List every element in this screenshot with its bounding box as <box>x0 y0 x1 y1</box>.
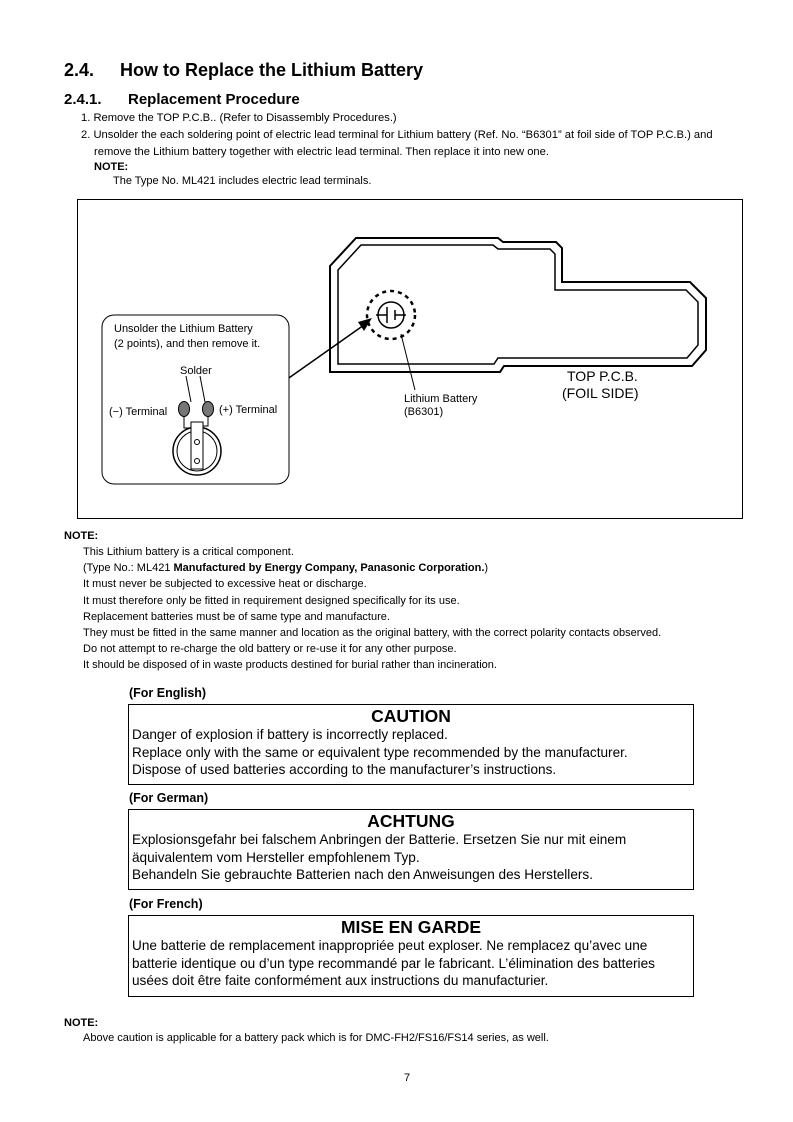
note-manufacturer: Manufactured by Energy Company, Panasonic Corporation. <box>173 562 485 575</box>
caution-line: usées doit être faite conformément aux instructions du manufacturier. <box>132 973 549 988</box>
note-line: They must be fitted in the same manner and location as the original battery, with the correct polarity contacts observed. <box>83 627 662 640</box>
note-line: It should be disposed of in waste products destined for burial rather than incineration. <box>83 659 497 672</box>
negative-terminal-label: (−) Terminal <box>109 406 168 418</box>
caution-line: Explosionsgefahr bei falschem Anbringen der Batterie. Ersetzen Sie nur mit einem <box>132 832 627 847</box>
final-note-label: NOTE: <box>64 1017 99 1029</box>
section-heading <box>64 60 423 81</box>
battery-ref-label: (B6301) <box>404 406 444 418</box>
note-type-prefix: (Type No.: ML421 <box>83 562 174 575</box>
battery-leader-line <box>401 334 415 390</box>
note-label: NOTE: <box>64 530 99 542</box>
german-label: (For German) <box>129 791 209 805</box>
note-line-type <box>83 560 661 576</box>
caution-box-german <box>128 809 694 890</box>
caution-line: Behandeln Sie gebrauchte Batterien nach den Anweisungen des Herstellers. <box>132 867 593 882</box>
caution-title: ACHTUNG <box>367 811 455 831</box>
section-number: 2.4. <box>64 60 95 80</box>
caution-line: Replace only with the same or equivalent type recommended by the manufacturer. <box>132 744 628 760</box>
positive-terminal-label: (+) Terminal <box>219 404 278 416</box>
subsection-number: 2.4.1. <box>64 91 102 108</box>
caution-line: Une batterie de remplacement inappropriée peut exploser. Ne remplacez qu’avec une <box>132 938 648 953</box>
french-label: (For French) <box>129 897 203 911</box>
note-type-suffix: ) <box>484 562 489 575</box>
battery-symbol-icon <box>367 291 415 339</box>
battery-diagram <box>77 199 743 519</box>
step-2-continued: remove the Lithium battery together with electric lead terminal. Then replace it into new one. <box>94 146 549 158</box>
caution-line: Danger of explosion if battery is incorrectly replaced. <box>132 727 448 742</box>
step-1: 1. Remove the TOP P.C.B.. (Refer to Disassembly Procedures.) <box>81 112 397 124</box>
callout-line-2: (2 points), and then remove it. <box>114 338 261 350</box>
caution-box-english <box>128 704 694 785</box>
note-line: Do not attempt to re-charge the old battery or re-use it for any other purpose. <box>83 643 457 656</box>
caution-line: batterie identique ou d’un type recommandé par le fabricant. L’élimination des batteries <box>132 955 655 971</box>
note-line: It must therefore only be fitted in requirement designed specifically for its use. <box>83 594 460 607</box>
solder-label: Solder <box>180 365 212 377</box>
section-title: How to Replace the Lithium Battery <box>120 60 424 80</box>
caution-title: MISE EN GARDE <box>340 917 482 937</box>
battery-label: Lithium Battery <box>404 393 478 405</box>
page-number: 7 <box>404 1072 411 1084</box>
note-line: This Lithium battery is a critical component. <box>83 546 294 558</box>
caution-line: Dispose of used batteries according to the manufacturer’s instructions. <box>132 762 557 777</box>
caution-line: äquivalentem vom Hersteller empfohlenem Typ. <box>132 849 420 865</box>
final-note-text: Above caution is applicable for a battery pack which is for DMC-FH2/FS16/FS14 series, as well. <box>83 1032 549 1044</box>
subsection-heading <box>64 91 300 108</box>
step-note-label: NOTE: <box>94 161 129 173</box>
subsection-title: Replacement Procedure <box>128 91 300 108</box>
note-line: It must never be subjected to excessive heat or discharge. <box>83 578 367 591</box>
callout-line-1: Unsolder the Lithium Battery <box>114 323 253 335</box>
english-label: (For English) <box>129 686 207 700</box>
pcb-label: TOP P.C.B. <box>567 368 638 384</box>
caution-box-french <box>128 915 694 997</box>
note-line: Replacement batteries must be of same type and manufacture. <box>83 610 390 623</box>
step-2: 2. Unsolder the each soldering point of electric lead terminal for Lithium battery (Ref. No. “B6301” at foil side of TOP P.C.B.) and <box>81 129 713 141</box>
note-list <box>83 544 661 674</box>
caution-title: CAUTION <box>371 706 451 726</box>
step-note-text: The Type No. ML421 includes electric lead terminals. <box>113 175 372 187</box>
pcb-side-label: (FOIL SIDE) <box>562 385 639 401</box>
